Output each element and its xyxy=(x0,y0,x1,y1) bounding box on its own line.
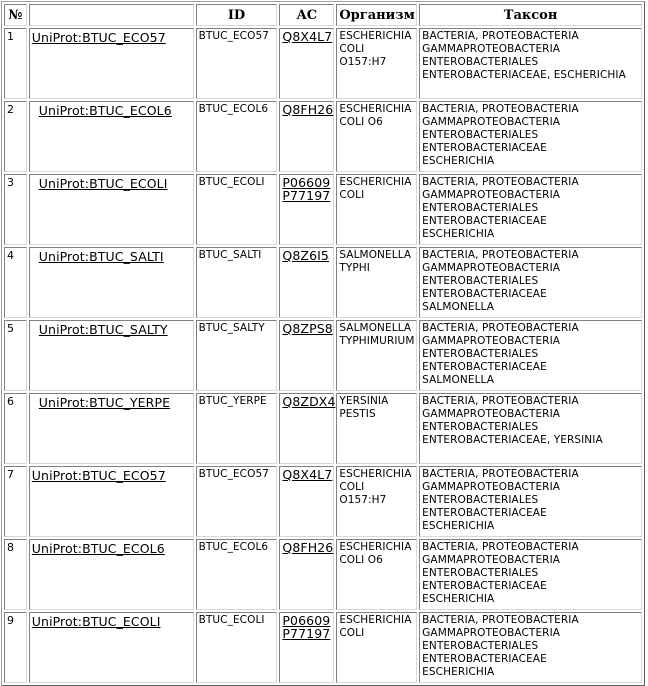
table-row xyxy=(4,393,642,464)
organism-line: TYPHIMURIUM xyxy=(339,335,415,347)
table-row xyxy=(4,612,642,683)
organism-line: COLI O6 xyxy=(339,116,383,128)
taxon-line: BACTERIA, PROTEOBACTERIA xyxy=(422,103,579,115)
taxon-line: ENTEROBACTERIALES xyxy=(422,348,539,360)
uniprot-link[interactable]: UniProt:BTUC_ECOL6 xyxy=(38,103,172,118)
taxon-line: ESCHERICHIA xyxy=(422,593,495,605)
taxon-line: GAMMAPROTEOBACTERIA xyxy=(422,554,561,566)
organism-line: ESCHERICHIA xyxy=(339,541,412,553)
organism-line: YERSINIA xyxy=(339,395,389,407)
organism-line: SALMONELLA xyxy=(339,249,412,261)
taxon-line: BACTERIA, PROTEOBACTERIA xyxy=(422,468,579,480)
row-number: 5 xyxy=(4,320,27,391)
uniprot-link[interactable]: UniProt:BTUC_ECOL6 xyxy=(31,541,165,556)
taxon-line: ENTEROBACTERIALES xyxy=(422,202,539,214)
entry-id: BTUC_ECO57 xyxy=(196,28,278,99)
header-taxon: Таксон xyxy=(419,4,642,26)
table-row xyxy=(4,466,642,537)
taxon-cell xyxy=(419,393,642,464)
entry-id: BTUC_ECO57 xyxy=(196,466,278,537)
header-id: ID xyxy=(196,4,278,26)
entry-id: BTUC_SALTY xyxy=(196,320,278,391)
row-number: 4 xyxy=(4,247,27,318)
uniprot-link[interactable]: UniProt:BTUC_ECOLI xyxy=(38,176,168,191)
taxon-cell xyxy=(419,174,642,245)
organism-cell xyxy=(336,466,417,537)
accession-cell xyxy=(279,101,334,172)
uniprot-link-cell xyxy=(29,174,194,245)
uniprot-link[interactable]: UniProt:BTUC_ECOLI xyxy=(31,614,161,629)
taxon-line: BACTERIA, PROTEOBACTERIA xyxy=(422,30,579,42)
taxon-line: GAMMAPROTEOBACTERIA xyxy=(422,116,561,128)
uniprot-link[interactable]: UniProt:BTUC_SALTY xyxy=(38,322,168,337)
organism-line: ESCHERICHIA xyxy=(339,30,412,42)
taxon-line: ENTEROBACTERIACEAE xyxy=(422,142,547,154)
row-number: 9 xyxy=(4,612,27,683)
accession-cell xyxy=(279,393,334,464)
uniprot-link-cell xyxy=(29,320,194,391)
uniprot-link-cell xyxy=(29,539,194,610)
table-row xyxy=(4,539,642,610)
accession-cell xyxy=(279,28,334,99)
taxon-line: ENTEROBACTERIALES xyxy=(422,56,539,68)
taxon-line: GAMMAPROTEOBACTERIA xyxy=(422,262,561,274)
entry-id: BTUC_SALTI xyxy=(196,247,278,318)
taxon-line: ENTEROBACTERIACEAE xyxy=(422,507,547,519)
row-number: 7 xyxy=(4,466,27,537)
accession-link[interactable]: Q8Z6I5 xyxy=(282,248,329,263)
organism-cell xyxy=(336,174,417,245)
header-row xyxy=(4,4,642,26)
uniprot-link[interactable]: UniProt:BTUC_YERPE xyxy=(38,395,171,410)
table-row xyxy=(4,174,642,245)
accession-cell xyxy=(279,612,334,683)
uniprot-link[interactable]: UniProt:BTUC_SALTI xyxy=(38,249,164,264)
taxon-cell xyxy=(419,320,642,391)
taxon-line: BACTERIA, PROTEOBACTERIA xyxy=(422,395,579,407)
organism-line: PESTIS xyxy=(339,408,376,420)
taxon-line: ENTEROBACTERIALES xyxy=(422,567,539,579)
taxon-line: GAMMAPROTEOBACTERIA xyxy=(422,189,561,201)
organism-line: ESCHERICHIA xyxy=(339,103,412,115)
organism-line: ESCHERICHIA xyxy=(339,468,412,480)
table-row xyxy=(4,247,642,318)
taxon-line: BACTERIA, PROTEOBACTERIA xyxy=(422,176,579,188)
taxon-line: ESCHERICHIA xyxy=(422,666,495,678)
organism-cell xyxy=(336,247,417,318)
taxon-line: ESCHERICHIA xyxy=(422,155,495,167)
taxon-line: ENTEROBACTERIACEAE xyxy=(422,288,547,300)
entry-id: BTUC_YERPE xyxy=(196,393,278,464)
accession-cell xyxy=(279,174,334,245)
entry-id: BTUC_ECOLI xyxy=(196,612,278,683)
row-number: 2 xyxy=(4,101,27,172)
uniprot-link[interactable]: UniProt:BTUC_ECO57 xyxy=(31,468,166,483)
taxon-line: ENTEROBACTERIACEAE xyxy=(422,580,547,592)
taxon-line: SALMONELLA xyxy=(422,374,495,386)
taxon-cell xyxy=(419,28,642,99)
organism-line: COLI xyxy=(339,627,365,639)
taxon-line: BACTERIA, PROTEOBACTERIA xyxy=(422,249,579,261)
entry-id: BTUC_ECOL6 xyxy=(196,101,278,172)
entry-id: BTUC_ECOL6 xyxy=(196,539,278,610)
organism-cell xyxy=(336,28,417,99)
taxon-line: GAMMAPROTEOBACTERIA xyxy=(422,335,561,347)
table-row xyxy=(4,101,642,172)
accession-link[interactable]: Q8X4L7 xyxy=(282,467,333,482)
organism-line: COLI xyxy=(339,43,365,55)
organism-line: O157:H7 xyxy=(339,494,387,506)
uniprot-link-cell xyxy=(29,247,194,318)
taxon-cell xyxy=(419,612,642,683)
taxon-line: BACTERIA, PROTEOBACTERIA xyxy=(422,322,579,334)
taxon-line: ESCHERICHIA xyxy=(422,228,495,240)
uniprot-link-cell xyxy=(29,393,194,464)
organism-line: COLI xyxy=(339,481,365,493)
row-number: 8 xyxy=(4,539,27,610)
organism-cell xyxy=(336,393,417,464)
taxon-line: GAMMAPROTEOBACTERIA xyxy=(422,481,561,493)
accession-link[interactable]: Q8FH26 xyxy=(282,102,334,117)
taxon-line: GAMMAPROTEOBACTERIA xyxy=(422,627,561,639)
taxon-line: ENTEROBACTERIACEAE xyxy=(422,361,547,373)
organism-cell xyxy=(336,612,417,683)
taxon-line: ESCHERICHIA xyxy=(422,520,495,532)
taxon-line: SALMONELLA xyxy=(422,301,495,313)
accession-cell xyxy=(279,539,334,610)
taxon-line: ENTEROBACTERIACEAE, ESCHERICHIA xyxy=(422,69,626,81)
organism-line: O157:H7 xyxy=(339,56,387,68)
accession-link[interactable]: Q8ZDX4 xyxy=(282,394,336,409)
organism-cell xyxy=(336,320,417,391)
taxon-line: ENTEROBACTERIALES xyxy=(422,129,539,141)
taxon-line: GAMMAPROTEOBACTERIA xyxy=(422,43,561,55)
taxon-line: ENTEROBACTERIACEAE, YERSINIA xyxy=(422,434,603,446)
taxon-line: GAMMAPROTEOBACTERIA xyxy=(422,408,561,420)
accession-cell xyxy=(279,247,334,318)
header-ac: AC xyxy=(279,4,334,26)
organism-line: COLI O6 xyxy=(339,554,383,566)
header-number: № xyxy=(4,4,27,26)
organism-line: ESCHERICHIA xyxy=(339,614,412,626)
accession-cell xyxy=(279,320,334,391)
table-row xyxy=(4,28,642,99)
table-row xyxy=(4,320,642,391)
taxon-line: ENTEROBACTERIALES xyxy=(422,494,539,506)
entry-id: BTUC_ECOLI xyxy=(196,174,278,245)
uniprot-link-cell xyxy=(29,612,194,683)
accession-link[interactable]: P77197 xyxy=(282,188,331,203)
accession-link[interactable]: P06609 xyxy=(282,613,331,628)
taxon-cell xyxy=(419,539,642,610)
organism-line: ESCHERICHIA xyxy=(339,176,412,188)
organism-line: TYPHI xyxy=(339,262,370,274)
accession-link[interactable]: Q8X4L7 xyxy=(282,29,333,44)
accession-link[interactable]: P06609 xyxy=(282,175,331,190)
header-organism: Организм xyxy=(336,4,417,26)
taxon-cell xyxy=(419,466,642,537)
uniprot-link-cell xyxy=(29,28,194,99)
taxon-line: ENTEROBACTERIACEAE xyxy=(422,215,547,227)
uniprot-link-cell xyxy=(29,101,194,172)
accession-link[interactable]: Q8FH26 xyxy=(282,540,334,555)
row-number: 6 xyxy=(4,393,27,464)
organism-line: COLI xyxy=(339,189,365,201)
organism-line: SALMONELLA xyxy=(339,322,412,334)
taxon-line: ENTEROBACTERIALES xyxy=(422,640,539,652)
accession-link[interactable]: P77197 xyxy=(282,626,331,641)
taxon-cell xyxy=(419,101,642,172)
table-body xyxy=(4,28,642,683)
accession-link[interactable]: Q8ZPS8 xyxy=(282,321,333,336)
uniprot-link[interactable]: UniProt:BTUC_ECO57 xyxy=(31,30,166,45)
results-table xyxy=(1,1,645,686)
taxon-line: ENTEROBACTERIACEAE xyxy=(422,653,547,665)
taxon-line: ENTEROBACTERIALES xyxy=(422,421,539,433)
accession-cell xyxy=(279,466,334,537)
header-link xyxy=(29,4,194,26)
row-number: 1 xyxy=(4,28,27,99)
taxon-line: BACTERIA, PROTEOBACTERIA xyxy=(422,614,579,626)
organism-cell xyxy=(336,101,417,172)
taxon-cell xyxy=(419,247,642,318)
organism-cell xyxy=(336,539,417,610)
taxon-line: ENTEROBACTERIALES xyxy=(422,275,539,287)
row-number: 3 xyxy=(4,174,27,245)
taxon-line: BACTERIA, PROTEOBACTERIA xyxy=(422,541,579,553)
uniprot-link-cell xyxy=(29,466,194,537)
